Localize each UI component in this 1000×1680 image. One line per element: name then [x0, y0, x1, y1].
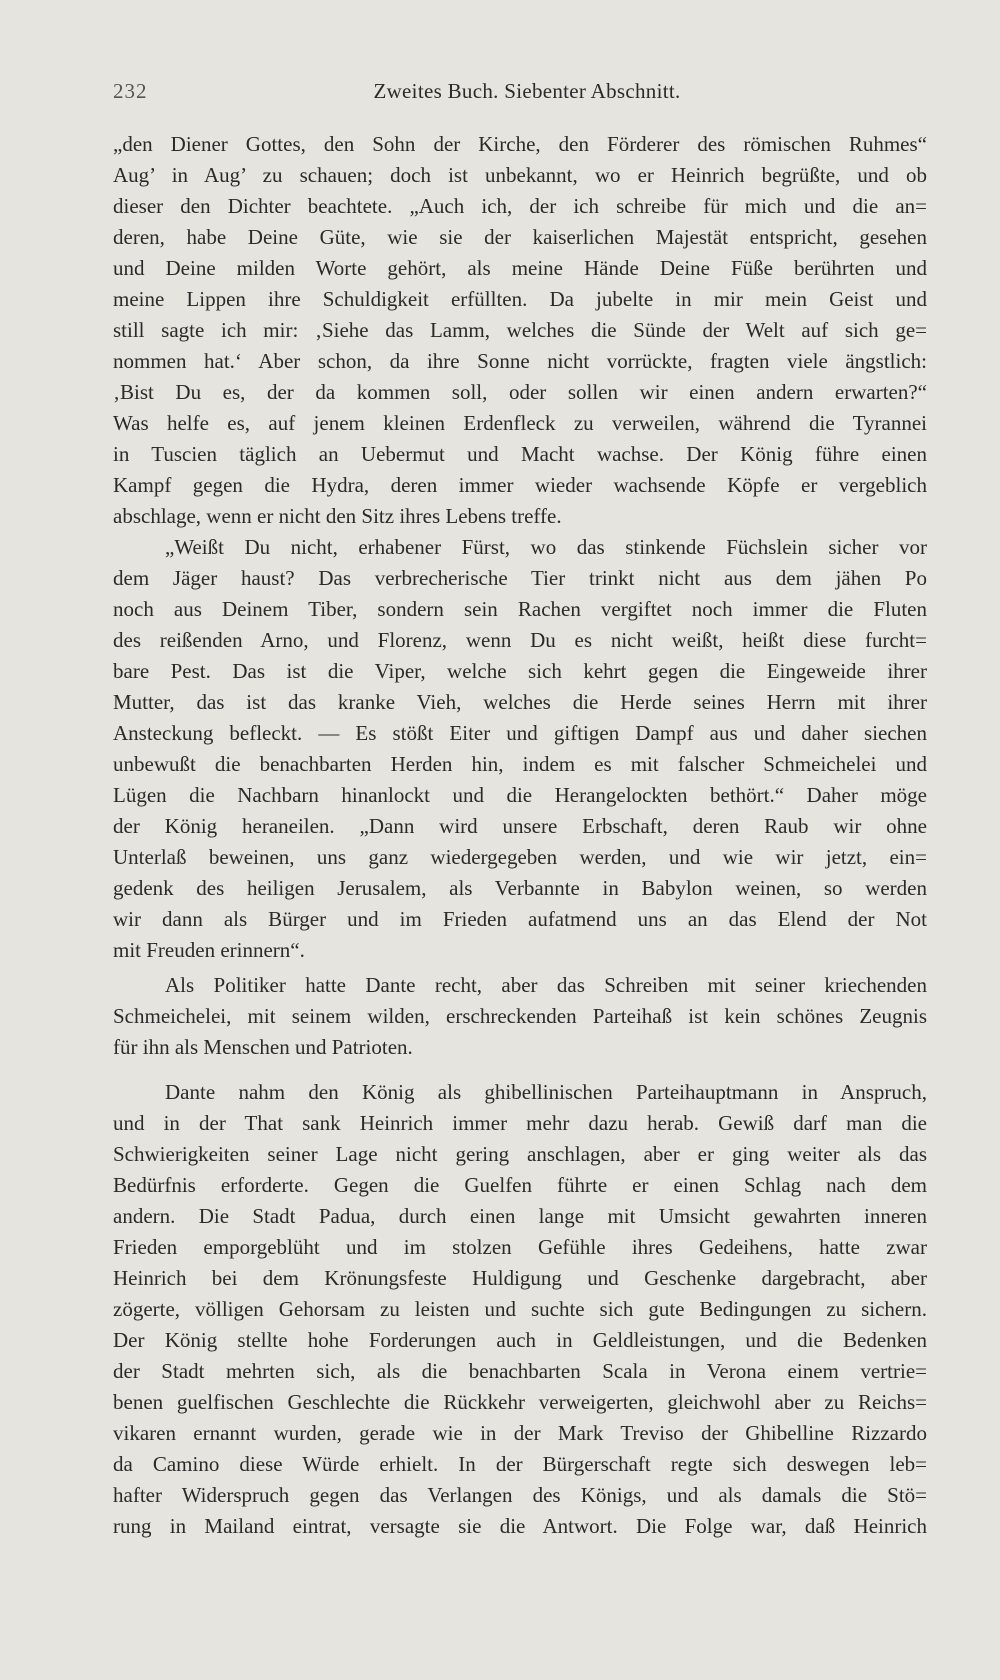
text-line: gedenk des heiligen Jerusalem, als Verbannte in Babylon weinen, so werden — [113, 876, 927, 900]
text-line: Heinrich bei dem Krönungsfeste Huldigung und Geschenke dargebracht, aber — [113, 1266, 927, 1290]
text-line: mit Freuden erinnern“. — [113, 938, 305, 962]
page-number: 232 — [113, 79, 148, 103]
text-line: Bedürfnis erforderte. Gegen die Guelfen führte er einen Schlag nach dem — [113, 1173, 927, 1197]
text-line: Lügen die Nachbarn hinanlockt und die Herangelockten bethört.“ Daher möge — [113, 783, 927, 807]
text-line: abschlage, wenn er nicht den Sitz ihres Lebens treffe. — [113, 504, 562, 528]
paragraph-3 — [113, 970, 927, 1063]
text-line: Schmeichelei, mit seinem wilden, erschreckenden Parteihaß ist kein schönes Zeugnis — [113, 1004, 927, 1028]
paragraph-2 — [113, 532, 927, 966]
text-line: „den Diener Gottes, den Sohn der Kirche, den Förderer des römischen Ruhmes“ — [113, 132, 927, 156]
text-line: hafter Widerspruch gegen das Verlangen des Königs, und als damals die Stö= — [113, 1483, 927, 1507]
text-line: Als Politiker hatte Dante recht, aber das Schreiben mit seiner kriechenden — [165, 973, 927, 997]
text-line: bare Pest. Das ist die Viper, welche sich kehrt gegen die Eingeweide ihrer — [113, 659, 927, 683]
text-line: wir dann als Bürger und im Frieden aufatmend uns an das Elend der Not — [113, 907, 927, 931]
text-line: deren, habe Deine Güte, wie sie der kaiserlichen Majestät entspricht, gesehen — [113, 225, 927, 249]
text-line: der Stadt mehrten sich, als die benachbarten Scala in Verona einem vertrie= — [113, 1359, 927, 1383]
body-text — [113, 129, 927, 1542]
text-line: der König heraneilen. „Dann wird unsere Erbschaft, deren Raub wir ohne — [113, 814, 927, 838]
text-line: Ansteckung befleckt. — Es stößt Eiter und giftigen Dampf aus und daher siechen — [113, 721, 927, 745]
text-line: Aug’ in Aug’ zu schauen; doch ist unbekannt, wo er Heinrich begrüßte, und ob — [113, 163, 927, 187]
text-line: rung in Mailand eintrat, versagte sie die Antwort. Die Folge war, daß Heinrich — [113, 1514, 927, 1538]
text-line: Frieden emporgeblüht und im stolzen Gefühle ihres Gedeihens, hatte zwar — [113, 1235, 927, 1259]
text-line: und Deine milden Worte gehört, als meine Hände Deine Füße berührten und — [113, 256, 927, 280]
paragraph-4 — [113, 1077, 927, 1542]
text-line: dieser den Dichter beachtete. „Auch ich, der ich schreibe für mich und die an= — [113, 194, 927, 218]
text-line: Der König stellte hohe Forderungen auch in Geldleistungen, und die Bedenken — [113, 1328, 927, 1352]
text-line: Schwierigkeiten seiner Lage nicht gering anschlagen, aber er ging weiter als das — [113, 1142, 927, 1166]
text-line: vikaren ernannt wurden, gerade wie in der Mark Treviso der Ghibelline Rizzardo — [113, 1421, 927, 1445]
text-line: zögerte, völligen Gehorsam zu leisten und suchte sich gute Bedingungen zu sichern. — [113, 1297, 927, 1321]
text-line: für ihn als Menschen und Patrioten. — [113, 1035, 413, 1059]
running-header — [113, 76, 927, 106]
text-line: Kampf gegen die Hydra, deren immer wieder wachsende Köpfe er vergeblich — [113, 473, 927, 497]
text-line: unbewußt die benachbarten Herden hin, indem es mit falscher Schmeichelei und — [113, 752, 927, 776]
paragraph-1 — [113, 129, 927, 532]
text-line: ‚Bist Du es, der da kommen soll, oder sollen wir einen andern erwarten?“ — [113, 380, 927, 404]
running-title: Zweites Buch. Siebenter Abschnitt. — [373, 79, 681, 103]
text-line: und in der That sank Heinrich immer mehr dazu herab. Gewiß darf man die — [113, 1111, 927, 1135]
text-line: „Weißt Du nicht, erhabener Fürst, wo das stinkende Füchslein sicher vor — [165, 535, 927, 559]
text-line: noch aus Deinem Tiber, sondern sein Rachen vergiftet noch immer die Fluten — [113, 597, 927, 621]
text-line: in Tuscien täglich an Uebermut und Macht wachse. Der König führe einen — [113, 442, 927, 466]
text-line: des reißenden Arno, und Florenz, wenn Du es nicht weißt, heißt diese furcht= — [113, 628, 927, 652]
text-line: andern. Die Stadt Padua, durch einen lange mit Umsicht gewahrten inneren — [113, 1204, 927, 1228]
text-line: Unterlaß beweinen, uns ganz wiedergegeben werden, und wie wir jetzt, ein= — [113, 845, 927, 869]
text-line: meine Lippen ihre Schuldigkeit erfüllten. Da jubelte in mir mein Geist und — [113, 287, 927, 311]
text-line: nommen hat.‘ Aber schon, da ihre Sonne nicht vorrückte, fragten viele ängstlich: — [113, 349, 927, 373]
text-line: Mutter, das ist das kranke Vieh, welches die Herde seines Herrn mit ihrer — [113, 690, 927, 714]
text-line: still sagte ich mir: ‚Siehe das Lamm, welches die Sünde der Welt auf sich ge= — [113, 318, 927, 342]
text-line: benen guelfischen Geschlechte die Rückkehr verweigerten, gleichwohl aber zu Reichs= — [113, 1390, 927, 1414]
text-line: da Camino diese Würde erhielt. In der Bürgerschaft regte sich deswegen leb= — [113, 1452, 927, 1476]
text-line: dem Jäger haust? Das verbrecherische Tier trinkt nicht aus dem jähen Po — [113, 566, 927, 590]
text-line: Dante nahm den König als ghibellinischen Parteihauptmann in Anspruch, — [165, 1080, 927, 1104]
text-line: Was helfe es, auf jenem kleinen Erdenfleck zu verweilen, während die Tyrannei — [113, 411, 927, 435]
